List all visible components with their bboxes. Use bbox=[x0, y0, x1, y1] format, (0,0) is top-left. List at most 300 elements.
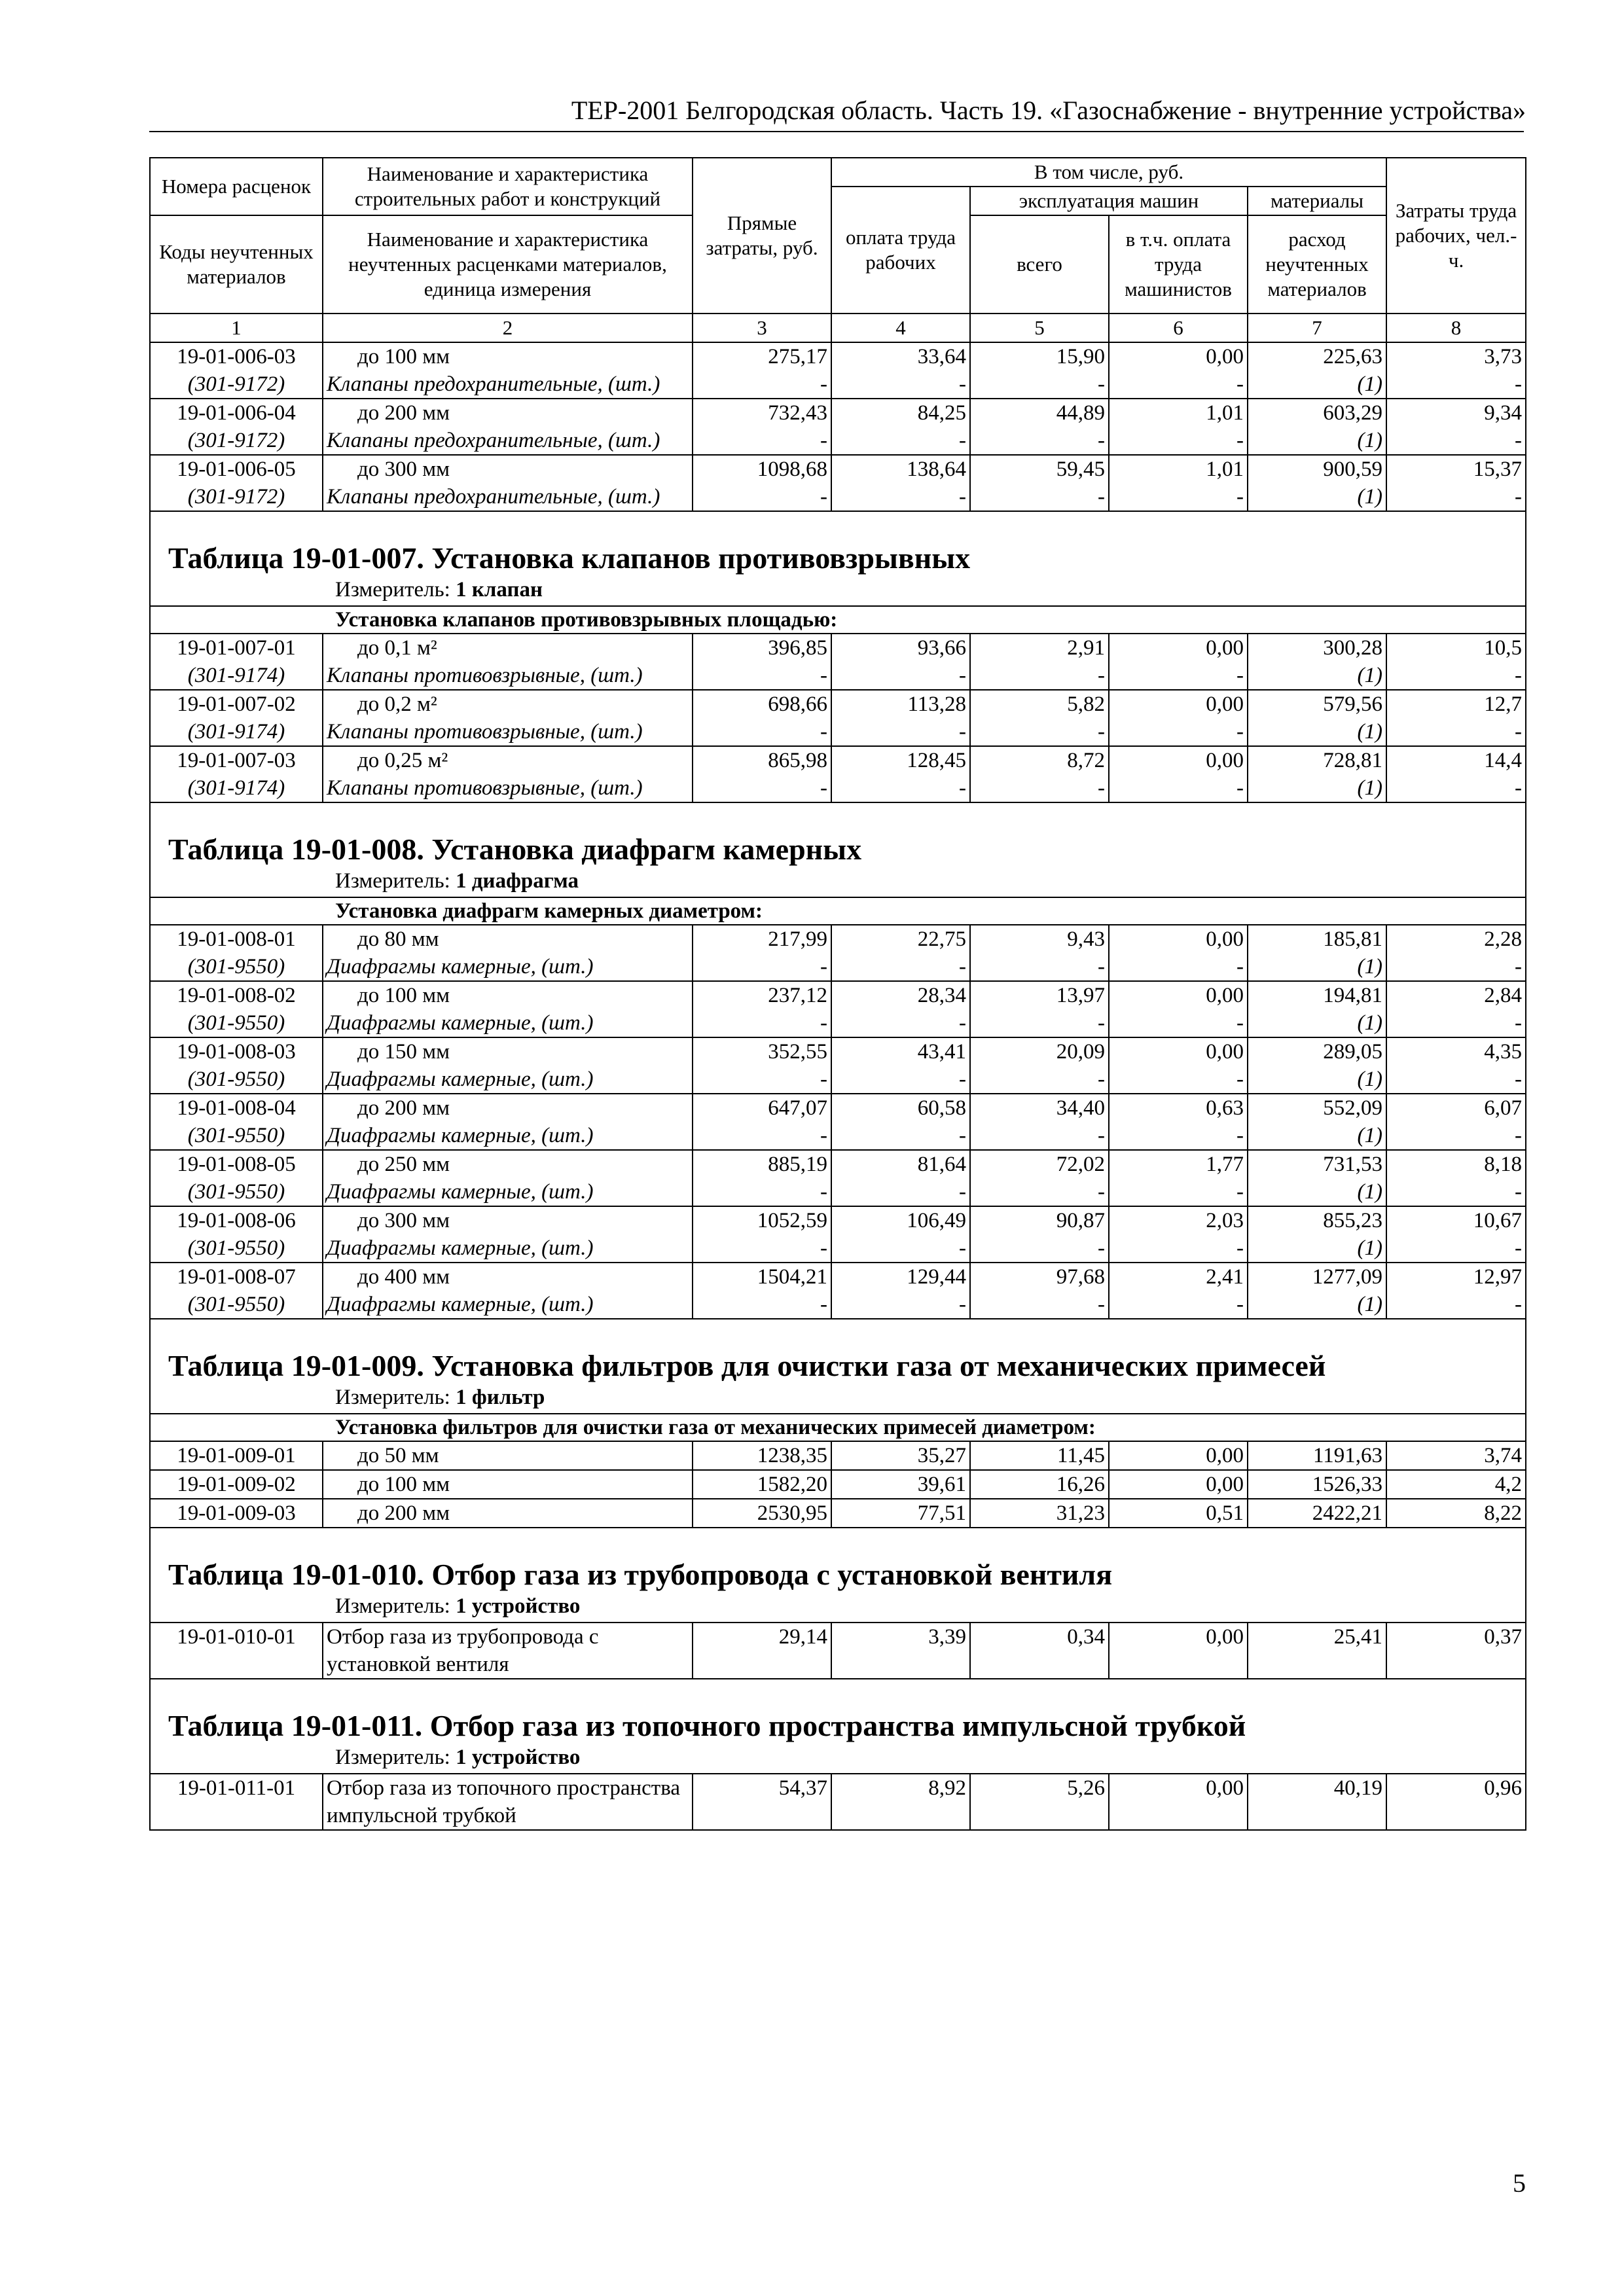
material-name-cell: Диафрагмы камерные, (шт.) bbox=[323, 1009, 693, 1037]
machines-total-cell: 31,23 bbox=[970, 1499, 1109, 1528]
direct-costs-cell: - bbox=[693, 1122, 831, 1150]
machinist-wages-cell: 0,51 bbox=[1109, 1499, 1248, 1528]
rate-row bbox=[150, 1206, 1526, 1234]
wages-cell: 39,61 bbox=[831, 1470, 970, 1499]
machinist-wages-cell: 0,00 bbox=[1109, 1037, 1248, 1066]
wages-cell: - bbox=[831, 1009, 970, 1037]
wages-cell: - bbox=[831, 1291, 970, 1319]
wages-cell: - bbox=[831, 1066, 970, 1094]
labor-costs-cell: 10,5 bbox=[1386, 634, 1526, 662]
materials-cell: 603,29 bbox=[1248, 399, 1386, 427]
direct-costs-cell: 29,14 bbox=[693, 1623, 831, 1679]
material-code-cell: (301-9174) bbox=[150, 662, 323, 690]
table-title-row bbox=[150, 808, 1526, 868]
wages-cell: - bbox=[831, 953, 970, 981]
material-row bbox=[150, 1178, 1526, 1206]
labor-costs-cell: 12,97 bbox=[1386, 1263, 1526, 1291]
direct-costs-cell: 698,66 bbox=[693, 690, 831, 718]
machinist-wages-cell: - bbox=[1109, 1066, 1248, 1094]
measure-label: Измеритель: bbox=[335, 1594, 450, 1618]
labor-costs-cell: - bbox=[1386, 718, 1526, 746]
materials-cell: (1) bbox=[1248, 1234, 1386, 1263]
direct-costs-cell: 1504,21 bbox=[693, 1263, 831, 1291]
machinist-wages-cell: - bbox=[1109, 1234, 1248, 1263]
direct-costs-cell: 885,19 bbox=[693, 1150, 831, 1178]
labor-costs-cell: 0,37 bbox=[1386, 1623, 1526, 1679]
measure-row bbox=[150, 1744, 1526, 1774]
rate-code-cell: 19-01-011-01 bbox=[150, 1774, 323, 1830]
wages-cell: - bbox=[831, 370, 970, 399]
machines-total-cell: - bbox=[970, 483, 1109, 511]
material-code-cell: (301-9550) bbox=[150, 1122, 323, 1150]
wages-cell: 43,41 bbox=[831, 1037, 970, 1066]
rate-row bbox=[150, 981, 1526, 1009]
materials-cell: (1) bbox=[1248, 427, 1386, 455]
machinist-wages-cell: - bbox=[1109, 1178, 1248, 1206]
direct-costs-cell: 1238,35 bbox=[693, 1441, 831, 1470]
material-row bbox=[150, 718, 1526, 746]
materials-cell: 300,28 bbox=[1248, 634, 1386, 662]
measure-row bbox=[150, 577, 1526, 606]
col-machinist-wages-header: в т.ч. оплата труда машинистов bbox=[1109, 215, 1248, 314]
rate-code-cell: 19-01-009-02 bbox=[150, 1470, 323, 1499]
col-wages-header: оплата труда рабочих bbox=[831, 187, 970, 314]
labor-costs-cell: 8,22 bbox=[1386, 1499, 1526, 1528]
rate-row bbox=[150, 455, 1526, 483]
material-name-cell: Диафрагмы камерные, (шт.) bbox=[323, 1291, 693, 1319]
rate-row bbox=[150, 1499, 1526, 1528]
machinist-wages-cell: - bbox=[1109, 774, 1248, 802]
machinist-wages-cell: 0,00 bbox=[1109, 634, 1248, 662]
machines-total-cell: 44,89 bbox=[970, 399, 1109, 427]
work-name-cell: Отбор газа из трубопровода с установкой вентиля bbox=[323, 1623, 693, 1679]
col-rate-numbers-header: Номера расценок bbox=[150, 158, 323, 215]
rate-code-cell: 19-01-008-03 bbox=[150, 1037, 323, 1066]
material-code-cell: (301-9174) bbox=[150, 718, 323, 746]
material-name-cell: Клапаны предохранительные, (шт.) bbox=[323, 370, 693, 399]
labor-costs-cell: - bbox=[1386, 427, 1526, 455]
measure-label: Измеритель: bbox=[335, 869, 450, 893]
measure-row bbox=[150, 868, 1526, 897]
materials-cell: 855,23 bbox=[1248, 1206, 1386, 1234]
rate-code-cell: 19-01-006-03 bbox=[150, 342, 323, 370]
labor-costs-cell: - bbox=[1386, 1291, 1526, 1319]
machines-total-cell: - bbox=[970, 1178, 1109, 1206]
direct-costs-cell: 1098,68 bbox=[693, 455, 831, 483]
direct-costs-cell: 217,99 bbox=[693, 925, 831, 953]
machines-total-cell: - bbox=[970, 662, 1109, 690]
direct-costs-cell: - bbox=[693, 1178, 831, 1206]
labor-costs-cell: 3,73 bbox=[1386, 342, 1526, 370]
table-title: Таблица 19-01-007. Установка клапанов противовзрывных bbox=[150, 516, 1526, 577]
machines-total-cell: - bbox=[970, 427, 1109, 455]
rates-table bbox=[149, 157, 1526, 1831]
measure-value: 1 устройство bbox=[456, 1594, 581, 1618]
col-material-consumption-header: расход неучтенных материалов bbox=[1248, 215, 1386, 314]
materials-cell: 1526,33 bbox=[1248, 1470, 1386, 1499]
material-row bbox=[150, 1234, 1526, 1263]
material-name-cell: Клапаны предохранительные, (шт.) bbox=[323, 427, 693, 455]
page-number: 5 bbox=[1513, 2168, 1526, 2198]
work-name-cell: до 50 мм bbox=[323, 1441, 693, 1470]
rate-row bbox=[150, 1094, 1526, 1122]
column-numbers-row bbox=[150, 314, 1526, 342]
section-row bbox=[150, 606, 1526, 634]
direct-costs-cell: 396,85 bbox=[693, 634, 831, 662]
machines-total-cell: 9,43 bbox=[970, 925, 1109, 953]
material-row bbox=[150, 662, 1526, 690]
measure-label: Измеритель: bbox=[335, 578, 450, 601]
direct-costs-cell: - bbox=[693, 1009, 831, 1037]
labor-costs-cell: 6,07 bbox=[1386, 1094, 1526, 1122]
col-direct-costs-header: Прямые затраты, руб. bbox=[693, 158, 831, 314]
wages-cell: 81,64 bbox=[831, 1150, 970, 1178]
column-number-cell: 8 bbox=[1386, 314, 1526, 342]
materials-cell: 728,81 bbox=[1248, 746, 1386, 774]
work-name-cell: до 200 мм bbox=[323, 1094, 693, 1122]
labor-costs-cell: 9,34 bbox=[1386, 399, 1526, 427]
wages-cell: 138,64 bbox=[831, 455, 970, 483]
labor-costs-cell: - bbox=[1386, 483, 1526, 511]
wages-cell: - bbox=[831, 1178, 970, 1206]
machinist-wages-cell: - bbox=[1109, 427, 1248, 455]
machinist-wages-cell: 1,01 bbox=[1109, 399, 1248, 427]
work-name-cell: до 300 мм bbox=[323, 455, 693, 483]
rate-code-cell: 19-01-008-07 bbox=[150, 1263, 323, 1291]
material-row bbox=[150, 1291, 1526, 1319]
machines-total-cell: 16,26 bbox=[970, 1470, 1109, 1499]
wages-cell: 84,25 bbox=[831, 399, 970, 427]
rate-code-cell: 19-01-008-06 bbox=[150, 1206, 323, 1234]
wages-cell: 8,92 bbox=[831, 1774, 970, 1830]
labor-costs-cell: - bbox=[1386, 953, 1526, 981]
labor-costs-cell: 12,7 bbox=[1386, 690, 1526, 718]
wages-cell: 106,49 bbox=[831, 1206, 970, 1234]
measure-label: Измеритель: bbox=[335, 1746, 450, 1769]
direct-costs-cell: 865,98 bbox=[693, 746, 831, 774]
material-row bbox=[150, 483, 1526, 511]
labor-costs-cell: - bbox=[1386, 370, 1526, 399]
labor-costs-cell: - bbox=[1386, 1009, 1526, 1037]
material-code-cell: (301-9550) bbox=[150, 1066, 323, 1094]
materials-cell: 579,56 bbox=[1248, 690, 1386, 718]
wages-cell: 3,39 bbox=[831, 1623, 970, 1679]
work-name-cell: до 200 мм bbox=[323, 1499, 693, 1528]
direct-costs-cell: - bbox=[693, 1066, 831, 1094]
material-row bbox=[150, 953, 1526, 981]
materials-cell: (1) bbox=[1248, 953, 1386, 981]
wages-cell: 60,58 bbox=[831, 1094, 970, 1122]
labor-costs-cell: 14,4 bbox=[1386, 746, 1526, 774]
measure-value: 1 диафрагма bbox=[456, 869, 579, 893]
labor-costs-cell: 3,74 bbox=[1386, 1441, 1526, 1470]
rate-code-cell: 19-01-006-05 bbox=[150, 455, 323, 483]
col-material-codes-header: Коды неучтенных материалов bbox=[150, 215, 323, 314]
material-row bbox=[150, 1122, 1526, 1150]
rate-code-cell: 19-01-009-03 bbox=[150, 1499, 323, 1528]
table-title-row bbox=[150, 1684, 1526, 1744]
materials-cell: (1) bbox=[1248, 1066, 1386, 1094]
rate-row bbox=[150, 1037, 1526, 1066]
machines-total-cell: 72,02 bbox=[970, 1150, 1109, 1178]
labor-costs-cell: 2,84 bbox=[1386, 981, 1526, 1009]
direct-costs-cell: - bbox=[693, 662, 831, 690]
section-row bbox=[150, 897, 1526, 925]
machines-total-cell: 20,09 bbox=[970, 1037, 1109, 1066]
labor-costs-cell: 15,37 bbox=[1386, 455, 1526, 483]
materials-cell: 289,05 bbox=[1248, 1037, 1386, 1066]
materials-cell: 40,19 bbox=[1248, 1774, 1386, 1830]
rate-code-cell: 19-01-008-04 bbox=[150, 1094, 323, 1122]
machines-total-cell: 8,72 bbox=[970, 746, 1109, 774]
machinist-wages-cell: 0,00 bbox=[1109, 925, 1248, 953]
header-rule bbox=[149, 131, 1524, 132]
machines-total-cell: - bbox=[970, 718, 1109, 746]
rate-row bbox=[150, 690, 1526, 718]
material-name-cell: Клапаны противовзрывные, (шт.) bbox=[323, 774, 693, 802]
direct-costs-cell: - bbox=[693, 953, 831, 981]
machinist-wages-cell: - bbox=[1109, 1009, 1248, 1037]
material-row bbox=[150, 370, 1526, 399]
machinist-wages-cell: - bbox=[1109, 953, 1248, 981]
material-code-cell: (301-9550) bbox=[150, 1234, 323, 1263]
labor-costs-cell: - bbox=[1386, 662, 1526, 690]
work-name-cell: до 250 мм bbox=[323, 1150, 693, 1178]
measure-line bbox=[150, 1593, 1526, 1623]
machines-total-cell: - bbox=[970, 953, 1109, 981]
machinist-wages-cell: 0,00 bbox=[1109, 746, 1248, 774]
machines-total-cell: - bbox=[970, 1234, 1109, 1263]
section-heading: Установка диафрагм камерных диаметром: bbox=[150, 897, 1526, 925]
rate-row bbox=[150, 1774, 1526, 1830]
material-code-cell: (301-9550) bbox=[150, 1291, 323, 1319]
table-title: Таблица 19-01-009. Установка фильтров для очистки газа от механических примесей bbox=[150, 1324, 1526, 1384]
materials-cell: (1) bbox=[1248, 370, 1386, 399]
direct-costs-cell: - bbox=[693, 774, 831, 802]
material-row bbox=[150, 1066, 1526, 1094]
rate-row bbox=[150, 1623, 1526, 1679]
machinist-wages-cell: - bbox=[1109, 718, 1248, 746]
direct-costs-cell: 237,12 bbox=[693, 981, 831, 1009]
machines-total-cell: 59,45 bbox=[970, 455, 1109, 483]
machines-total-cell: 0,34 bbox=[970, 1623, 1109, 1679]
work-name-cell: до 0,2 м² bbox=[323, 690, 693, 718]
direct-costs-cell: - bbox=[693, 427, 831, 455]
table-title: Таблица 19-01-011. Отбор газа из топочного пространства импульсной трубкой bbox=[150, 1684, 1526, 1744]
direct-costs-cell: 2530,95 bbox=[693, 1499, 831, 1528]
work-name-cell: до 100 мм bbox=[323, 1470, 693, 1499]
material-code-cell: (301-9550) bbox=[150, 1009, 323, 1037]
machines-total-cell: - bbox=[970, 1291, 1109, 1319]
materials-cell: 1191,63 bbox=[1248, 1441, 1386, 1470]
machinist-wages-cell: - bbox=[1109, 1122, 1248, 1150]
material-name-cell: Диафрагмы камерные, (шт.) bbox=[323, 1066, 693, 1094]
rate-code-cell: 19-01-007-02 bbox=[150, 690, 323, 718]
rate-code-cell: 19-01-006-04 bbox=[150, 399, 323, 427]
section-heading: Установка фильтров для очистки газа от механических примесей диаметром: bbox=[150, 1414, 1526, 1441]
machines-total-cell: 13,97 bbox=[970, 981, 1109, 1009]
material-name-cell: Клапаны противовзрывные, (шт.) bbox=[323, 718, 693, 746]
direct-costs-cell: 1582,20 bbox=[693, 1470, 831, 1499]
machinist-wages-cell: 0,00 bbox=[1109, 690, 1248, 718]
spacer-row bbox=[150, 1679, 1526, 1684]
materials-cell: (1) bbox=[1248, 1291, 1386, 1319]
spacer-row bbox=[150, 511, 1526, 516]
direct-costs-cell: 732,43 bbox=[693, 399, 831, 427]
wages-cell: - bbox=[831, 718, 970, 746]
measure-value: 1 фильтр bbox=[456, 1386, 545, 1409]
direct-costs-cell: 1052,59 bbox=[693, 1206, 831, 1234]
column-number-cell: 5 bbox=[970, 314, 1109, 342]
rate-row bbox=[150, 746, 1526, 774]
machinist-wages-cell: 1,77 bbox=[1109, 1150, 1248, 1178]
direct-costs-cell: 275,17 bbox=[693, 342, 831, 370]
labor-costs-cell: 8,18 bbox=[1386, 1150, 1526, 1178]
labor-costs-cell: - bbox=[1386, 1122, 1526, 1150]
rate-code-cell: 19-01-007-01 bbox=[150, 634, 323, 662]
material-code-cell: (301-9550) bbox=[150, 953, 323, 981]
column-number-cell: 1 bbox=[150, 314, 323, 342]
materials-cell: 900,59 bbox=[1248, 455, 1386, 483]
work-name-cell: до 100 мм bbox=[323, 981, 693, 1009]
machinist-wages-cell: 2,03 bbox=[1109, 1206, 1248, 1234]
materials-cell: (1) bbox=[1248, 718, 1386, 746]
material-name-cell: Клапаны предохранительные, (шт.) bbox=[323, 483, 693, 511]
wages-cell: 129,44 bbox=[831, 1263, 970, 1291]
work-name-cell: Отбор газа из топочного пространства импульсной трубкой bbox=[323, 1774, 693, 1830]
running-header: ТЕР-2001 Белгородская область. Часть 19. «Газоснабжение - внутренние устройства» bbox=[571, 96, 1526, 125]
material-name-cell: Диафрагмы камерные, (шт.) bbox=[323, 1122, 693, 1150]
machines-total-cell: 5,26 bbox=[970, 1774, 1109, 1830]
column-number-cell: 3 bbox=[693, 314, 831, 342]
col-work-name-header: Наименование и характеристика строительных работ и конструкций bbox=[323, 158, 693, 215]
material-name-cell: Клапаны противовзрывные, (шт.) bbox=[323, 662, 693, 690]
wages-cell: 22,75 bbox=[831, 925, 970, 953]
rate-row bbox=[150, 342, 1526, 370]
wages-cell: 33,64 bbox=[831, 342, 970, 370]
machinist-wages-cell: 1,01 bbox=[1109, 455, 1248, 483]
wages-cell: 35,27 bbox=[831, 1441, 970, 1470]
section-heading: Установка клапанов противовзрывных площадью: bbox=[150, 606, 1526, 634]
rate-row bbox=[150, 1150, 1526, 1178]
machinist-wages-cell: 0,00 bbox=[1109, 1441, 1248, 1470]
rate-row bbox=[150, 1470, 1526, 1499]
work-name-cell: до 400 мм bbox=[323, 1263, 693, 1291]
machines-total-cell: - bbox=[970, 1122, 1109, 1150]
materials-cell: (1) bbox=[1248, 1122, 1386, 1150]
column-number-cell: 2 bbox=[323, 314, 693, 342]
work-name-cell: до 150 мм bbox=[323, 1037, 693, 1066]
rate-row bbox=[150, 634, 1526, 662]
measure-line bbox=[150, 1384, 1526, 1414]
wages-cell: 28,34 bbox=[831, 981, 970, 1009]
wages-cell: - bbox=[831, 1234, 970, 1263]
work-name-cell: до 0,1 м² bbox=[323, 634, 693, 662]
rate-row bbox=[150, 399, 1526, 427]
machines-total-cell: - bbox=[970, 1066, 1109, 1094]
table-title-row bbox=[150, 1324, 1526, 1384]
work-name-cell: до 80 мм bbox=[323, 925, 693, 953]
column-number-cell: 4 bbox=[831, 314, 970, 342]
wages-cell: 113,28 bbox=[831, 690, 970, 718]
materials-cell: 25,41 bbox=[1248, 1623, 1386, 1679]
work-name-cell: до 300 мм bbox=[323, 1206, 693, 1234]
labor-costs-cell: 4,2 bbox=[1386, 1470, 1526, 1499]
spacer-row bbox=[150, 1528, 1526, 1533]
table-title-row bbox=[150, 516, 1526, 577]
rate-code-cell: 19-01-007-03 bbox=[150, 746, 323, 774]
labor-costs-cell: - bbox=[1386, 774, 1526, 802]
section-row bbox=[150, 1414, 1526, 1441]
materials-cell: 2422,21 bbox=[1248, 1499, 1386, 1528]
machines-total-cell: - bbox=[970, 370, 1109, 399]
machines-total-cell: 97,68 bbox=[970, 1263, 1109, 1291]
machinist-wages-cell: 0,00 bbox=[1109, 1623, 1248, 1679]
measure-value: 1 клапан bbox=[456, 578, 543, 601]
material-code-cell: (301-9172) bbox=[150, 427, 323, 455]
measure-line bbox=[150, 868, 1526, 897]
work-name-cell: до 200 мм bbox=[323, 399, 693, 427]
rate-code-cell: 19-01-009-01 bbox=[150, 1441, 323, 1470]
machines-total-cell: 11,45 bbox=[970, 1441, 1109, 1470]
material-name-cell: Диафрагмы камерные, (шт.) bbox=[323, 1178, 693, 1206]
materials-cell: (1) bbox=[1248, 662, 1386, 690]
machinist-wages-cell: 0,00 bbox=[1109, 1774, 1248, 1830]
measure-value: 1 устройство bbox=[456, 1746, 581, 1769]
labor-costs-cell: 2,28 bbox=[1386, 925, 1526, 953]
machinist-wages-cell: 0,63 bbox=[1109, 1094, 1248, 1122]
materials-cell: (1) bbox=[1248, 774, 1386, 802]
labor-costs-cell: 4,35 bbox=[1386, 1037, 1526, 1066]
rate-row bbox=[150, 1441, 1526, 1470]
rate-code-cell: 19-01-008-01 bbox=[150, 925, 323, 953]
materials-cell: 194,81 bbox=[1248, 981, 1386, 1009]
materials-cell: 185,81 bbox=[1248, 925, 1386, 953]
machinist-wages-cell: - bbox=[1109, 483, 1248, 511]
direct-costs-cell: - bbox=[693, 370, 831, 399]
direct-costs-cell: - bbox=[693, 718, 831, 746]
direct-costs-cell: - bbox=[693, 1234, 831, 1263]
wages-cell: - bbox=[831, 483, 970, 511]
spacer-row bbox=[150, 802, 1526, 808]
machines-total-cell: 5,82 bbox=[970, 690, 1109, 718]
machines-total-cell: 2,91 bbox=[970, 634, 1109, 662]
labor-costs-cell: - bbox=[1386, 1178, 1526, 1206]
machines-total-cell: - bbox=[970, 1009, 1109, 1037]
table-title-row bbox=[150, 1533, 1526, 1593]
machinist-wages-cell: 0,00 bbox=[1109, 342, 1248, 370]
wages-cell: - bbox=[831, 427, 970, 455]
material-row bbox=[150, 427, 1526, 455]
table-title: Таблица 19-01-010. Отбор газа из трубопровода с установкой вентиля bbox=[150, 1533, 1526, 1593]
labor-costs-cell: - bbox=[1386, 1234, 1526, 1263]
rate-row bbox=[150, 1263, 1526, 1291]
column-number-cell: 6 bbox=[1109, 314, 1248, 342]
direct-costs-cell: 647,07 bbox=[693, 1094, 831, 1122]
materials-cell: 731,53 bbox=[1248, 1150, 1386, 1178]
measure-line bbox=[150, 1744, 1526, 1774]
materials-cell: 225,63 bbox=[1248, 342, 1386, 370]
machinist-wages-cell: 0,00 bbox=[1109, 981, 1248, 1009]
col-machines-header: эксплуатация машин bbox=[970, 187, 1248, 215]
material-row bbox=[150, 774, 1526, 802]
material-name-cell: Диафрагмы камерные, (шт.) bbox=[323, 1234, 693, 1263]
machines-total-cell: 15,90 bbox=[970, 342, 1109, 370]
materials-cell: 552,09 bbox=[1248, 1094, 1386, 1122]
direct-costs-cell: 352,55 bbox=[693, 1037, 831, 1066]
materials-cell: 1277,09 bbox=[1248, 1263, 1386, 1291]
wages-cell: 128,45 bbox=[831, 746, 970, 774]
